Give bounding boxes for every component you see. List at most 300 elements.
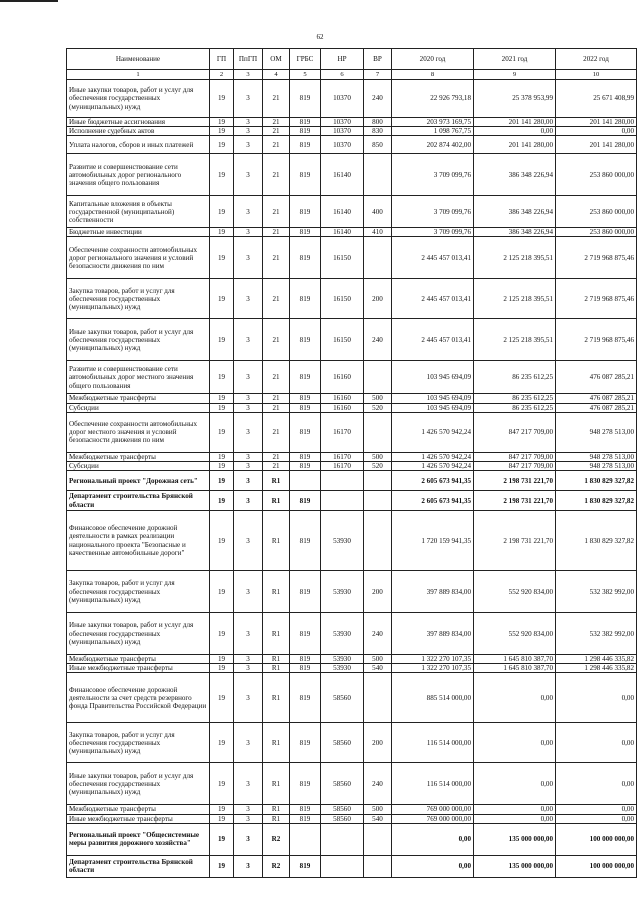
cell-om: 21 (263, 403, 290, 412)
cell-2020: 103 945 694,09 (392, 361, 474, 394)
cell-om: 21 (263, 461, 290, 470)
cell-2022: 1 298 446 335,82 (556, 655, 637, 664)
cell-nr: 10370 (321, 118, 364, 127)
table-row (67, 664, 637, 673)
cell-gp: 19 (210, 237, 234, 279)
cell-om: 21 (263, 118, 290, 127)
cell-gp: 19 (210, 127, 234, 136)
cell-gp: 19 (210, 471, 234, 491)
cell-vr: 500 (364, 394, 392, 403)
cell-ppgp: 3 (234, 511, 263, 571)
table-row (67, 613, 637, 655)
row-name: Закупка товаров, работ и услуг для обеспечения государственных (муниципальных) нужд (67, 571, 210, 613)
cell-gp: 19 (210, 723, 234, 763)
cell-2022: 100 000 000,00 (556, 855, 637, 877)
cell-vr: 520 (364, 461, 392, 470)
cell-grbs: 819 (290, 118, 321, 127)
cell-vr: 200 (364, 723, 392, 763)
cell-2022: 0,00 (556, 814, 637, 823)
cell-gp: 19 (210, 403, 234, 412)
cell-ppgp: 3 (234, 279, 263, 319)
cell-vr: 540 (364, 814, 392, 823)
table-row (67, 452, 637, 461)
cell-grbs: 819 (290, 763, 321, 805)
table-row (67, 403, 637, 412)
cell-gp: 19 (210, 118, 234, 127)
cell-2021: 201 141 280,00 (474, 136, 556, 154)
cell-2021: 552 920 834,00 (474, 613, 556, 655)
cell-vr: 540 (364, 664, 392, 673)
cell-om: 21 (263, 136, 290, 154)
cell-grbs: 819 (290, 279, 321, 319)
cell-2021: 847 217 709,00 (474, 412, 556, 452)
cell-nr (321, 471, 364, 491)
row-name: Межбюджетные трансферты (67, 655, 210, 664)
column-number: 10 (556, 70, 637, 80)
cell-2020: 1 426 570 942,24 (392, 461, 474, 470)
cell-grbs: 819 (290, 723, 321, 763)
row-name: Финансовое обеспечение дорожной деятельности в рамках реализации национального проекта "Безопасные и качественные автомобильные дороги" (67, 511, 210, 571)
cell-ppgp: 3 (234, 127, 263, 136)
cell-nr: 53930 (321, 511, 364, 571)
table-row (67, 763, 637, 805)
cell-ppgp: 3 (234, 571, 263, 613)
column-header: НР (321, 49, 364, 70)
cell-nr: 58560 (321, 763, 364, 805)
cell-2021: 2 125 218 395,51 (474, 279, 556, 319)
cell-ppgp: 3 (234, 673, 263, 723)
cell-2021: 0,00 (474, 763, 556, 805)
cell-2022: 253 860 000,00 (556, 154, 637, 196)
row-name: Субсидии (67, 403, 210, 412)
cell-2020: 3 709 099,76 (392, 228, 474, 237)
cell-vr (364, 511, 392, 571)
row-name: Развитие и совершенствование сети автомобильных дорог местного значения общего пользования (67, 361, 210, 394)
cell-vr: 400 (364, 196, 392, 228)
cell-grbs: 819 (290, 228, 321, 237)
column-header: 2020 год (392, 49, 474, 70)
cell-2021: 386 348 226,94 (474, 228, 556, 237)
cell-2020: 22 926 793,18 (392, 80, 474, 118)
cell-om: 21 (263, 412, 290, 452)
cell-ppgp: 3 (234, 394, 263, 403)
cell-grbs (290, 471, 321, 491)
cell-gp: 19 (210, 763, 234, 805)
column-header: 2021 год (474, 49, 556, 70)
cell-om: R1 (263, 511, 290, 571)
cell-grbs: 819 (290, 655, 321, 664)
row-name: Иные межбюджетные трансферты (67, 814, 210, 823)
cell-2020: 1 098 767,75 (392, 127, 474, 136)
cell-vr: 500 (364, 655, 392, 664)
column-header: ОМ (263, 49, 290, 70)
cell-gp: 19 (210, 664, 234, 673)
row-name: Межбюджетные трансферты (67, 452, 210, 461)
cell-2022: 2 719 968 875,46 (556, 319, 637, 361)
cell-gp: 19 (210, 814, 234, 823)
cell-2021: 2 125 218 395,51 (474, 319, 556, 361)
cell-2021: 2 198 731 221,70 (474, 471, 556, 491)
cell-grbs: 819 (290, 319, 321, 361)
table-row (67, 118, 637, 127)
cell-2021: 0,00 (474, 673, 556, 723)
cell-2020: 202 874 402,00 (392, 136, 474, 154)
column-number: 6 (321, 70, 364, 80)
cell-ppgp: 3 (234, 461, 263, 470)
cell-2020: 3 709 099,76 (392, 154, 474, 196)
column-header: ВР (364, 49, 392, 70)
cell-nr: 16170 (321, 412, 364, 452)
cell-om: R1 (263, 763, 290, 805)
cell-nr: 16140 (321, 228, 364, 237)
cell-2020: 203 973 169,75 (392, 118, 474, 127)
cell-2021: 201 141 280,00 (474, 118, 556, 127)
row-name: Обеспечение сохранности автомобильных дорог местного значения и условий безопасности движения по ним (67, 412, 210, 452)
cell-grbs (290, 823, 321, 855)
cell-grbs: 819 (290, 511, 321, 571)
cell-om: 21 (263, 196, 290, 228)
cell-ppgp: 3 (234, 452, 263, 461)
cell-om: R1 (263, 613, 290, 655)
cell-nr: 16160 (321, 394, 364, 403)
cell-gp: 19 (210, 394, 234, 403)
cell-2021: 0,00 (474, 805, 556, 814)
cell-2021: 86 235 612,25 (474, 361, 556, 394)
column-header: 2022 год (556, 49, 637, 70)
row-name: Капитальные вложения в объекты государственной (муниципальной) собственности (67, 196, 210, 228)
cell-nr: 58560 (321, 805, 364, 814)
table-row (67, 80, 637, 118)
page-number: 62 (316, 33, 324, 41)
cell-vr: 500 (364, 452, 392, 461)
cell-nr: 58560 (321, 673, 364, 723)
cell-2021: 552 920 834,00 (474, 571, 556, 613)
table-row (67, 228, 637, 237)
cell-2021: 86 235 612,25 (474, 403, 556, 412)
cell-2021: 0,00 (474, 814, 556, 823)
cell-ppgp: 3 (234, 664, 263, 673)
cell-2022: 1 298 446 335,82 (556, 664, 637, 673)
cell-2020: 1 720 159 941,35 (392, 511, 474, 571)
cell-2022: 253 860 000,00 (556, 228, 637, 237)
cell-om: R2 (263, 855, 290, 877)
table-row (67, 154, 637, 196)
cell-2021: 386 348 226,94 (474, 196, 556, 228)
cell-om: 21 (263, 452, 290, 461)
cell-2022: 476 087 285,21 (556, 394, 637, 403)
cell-nr: 16140 (321, 196, 364, 228)
cell-nr: 10370 (321, 127, 364, 136)
table-row (67, 471, 637, 491)
cell-grbs: 819 (290, 394, 321, 403)
cell-nr (321, 823, 364, 855)
cell-2021: 386 348 226,94 (474, 154, 556, 196)
cell-ppgp: 3 (234, 237, 263, 279)
cell-grbs: 819 (290, 461, 321, 470)
row-name: Департамент строительства Брянской области (67, 855, 210, 877)
cell-2021: 25 378 953,99 (474, 80, 556, 118)
cell-om: R1 (263, 673, 290, 723)
table-row (67, 394, 637, 403)
cell-2020: 1 426 570 942,24 (392, 412, 474, 452)
cell-om: 21 (263, 80, 290, 118)
cell-gp: 19 (210, 361, 234, 394)
column-header: ГП (210, 49, 234, 70)
cell-2021: 1 645 810 387,70 (474, 655, 556, 664)
cell-2021: 2 198 731 221,70 (474, 511, 556, 571)
cell-2020: 116 514 000,00 (392, 723, 474, 763)
cell-2020: 885 514 000,00 (392, 673, 474, 723)
row-name: Уплата налогов, сборов и иных платежей (67, 136, 210, 154)
cell-2021: 2 198 731 221,70 (474, 491, 556, 511)
column-header: ПпГП (234, 49, 263, 70)
cell-vr: 200 (364, 279, 392, 319)
column-number: 9 (474, 70, 556, 80)
cell-2022: 948 278 513,00 (556, 452, 637, 461)
cell-om: R2 (263, 823, 290, 855)
table-row (67, 196, 637, 228)
cell-gp: 19 (210, 461, 234, 470)
cell-gp: 19 (210, 412, 234, 452)
table-row (67, 127, 637, 136)
cell-grbs: 819 (290, 80, 321, 118)
cell-gp: 19 (210, 319, 234, 361)
cell-om: 21 (263, 319, 290, 361)
cell-grbs: 819 (290, 814, 321, 823)
cell-nr: 16150 (321, 319, 364, 361)
cell-om: R1 (263, 571, 290, 613)
table-row (67, 823, 637, 855)
cell-ppgp: 3 (234, 471, 263, 491)
cell-2020: 103 945 694,09 (392, 403, 474, 412)
cell-gp: 19 (210, 452, 234, 461)
cell-grbs: 819 (290, 805, 321, 814)
cell-2020: 2 605 673 941,35 (392, 471, 474, 491)
cell-2020: 2 445 457 013,41 (392, 279, 474, 319)
cell-2022: 1 830 829 327,82 (556, 471, 637, 491)
column-number-row (67, 70, 637, 80)
cell-vr: 240 (364, 80, 392, 118)
cell-vr: 850 (364, 136, 392, 154)
cell-om: R1 (263, 723, 290, 763)
table-row (67, 136, 637, 154)
cell-grbs: 819 (290, 613, 321, 655)
cell-vr (364, 237, 392, 279)
cell-om: 21 (263, 279, 290, 319)
cell-gp: 19 (210, 571, 234, 613)
cell-vr: 240 (364, 319, 392, 361)
cell-grbs: 819 (290, 673, 321, 723)
cell-2021: 847 217 709,00 (474, 461, 556, 470)
row-name: Межбюджетные трансферты (67, 394, 210, 403)
cell-ppgp: 3 (234, 763, 263, 805)
cell-gp: 19 (210, 613, 234, 655)
cell-vr (364, 823, 392, 855)
table-row (67, 361, 637, 394)
cell-nr: 53930 (321, 613, 364, 655)
cell-vr: 200 (364, 571, 392, 613)
cell-vr (364, 412, 392, 452)
row-name: Иные закупки товаров, работ и услуг для обеспечения государственных (муниципальных) нужд (67, 613, 210, 655)
row-name: Бюджетные инвестиции (67, 228, 210, 237)
cell-vr (364, 855, 392, 877)
cell-2022: 1 830 829 327,82 (556, 491, 637, 511)
table-row (67, 412, 637, 452)
cell-vr (364, 154, 392, 196)
table-row (67, 805, 637, 814)
budget-table (66, 48, 637, 878)
row-name: Региональный проект "Общесистемные меры развития дорожного хозяйства" (67, 823, 210, 855)
cell-2021: 1 645 810 387,70 (474, 664, 556, 673)
row-name: Финансовое обеспечение дорожной деятельности за счет средств резервного фонда Правительства Российской Федерации (67, 673, 210, 723)
cell-ppgp: 3 (234, 319, 263, 361)
cell-nr: 16160 (321, 403, 364, 412)
table-row (67, 237, 637, 279)
cell-nr: 16170 (321, 452, 364, 461)
cell-2021: 135 000 000,00 (474, 823, 556, 855)
cell-grbs: 819 (290, 361, 321, 394)
cell-2020: 0,00 (392, 823, 474, 855)
cell-2021: 135 000 000,00 (474, 855, 556, 877)
cell-2022: 201 141 280,00 (556, 118, 637, 127)
column-header: ГРБС (290, 49, 321, 70)
header-row (67, 49, 637, 70)
cell-om: 21 (263, 394, 290, 403)
table-row (67, 319, 637, 361)
cell-nr: 10370 (321, 136, 364, 154)
cell-grbs: 819 (290, 412, 321, 452)
cell-vr: 240 (364, 613, 392, 655)
cell-2022: 0,00 (556, 723, 637, 763)
row-name: Иные межбюджетные трансферты (67, 664, 210, 673)
cell-om: R1 (263, 655, 290, 664)
cell-om: R1 (263, 471, 290, 491)
cell-ppgp: 3 (234, 805, 263, 814)
cell-2022: 253 860 000,00 (556, 196, 637, 228)
cell-ppgp: 3 (234, 723, 263, 763)
cell-2020: 769 000 000,00 (392, 805, 474, 814)
cell-2022: 1 830 829 327,82 (556, 511, 637, 571)
cell-2022: 532 382 992,00 (556, 613, 637, 655)
table-row (67, 673, 637, 723)
table-row (67, 723, 637, 763)
row-name: Закупка товаров, работ и услуг для обеспечения государственных (муниципальных) нужд (67, 723, 210, 763)
cell-gp: 19 (210, 655, 234, 664)
cell-2020: 397 889 834,00 (392, 613, 474, 655)
cell-2021: 0,00 (474, 127, 556, 136)
cell-grbs: 819 (290, 855, 321, 877)
cell-2022: 0,00 (556, 805, 637, 814)
cell-gp: 19 (210, 511, 234, 571)
cell-2020: 1 426 570 942,24 (392, 452, 474, 461)
cell-2020: 116 514 000,00 (392, 763, 474, 805)
cell-grbs: 819 (290, 403, 321, 412)
cell-om: 21 (263, 237, 290, 279)
cell-ppgp: 3 (234, 228, 263, 237)
cell-grbs: 819 (290, 664, 321, 673)
cell-ppgp: 3 (234, 855, 263, 877)
cell-om: R1 (263, 805, 290, 814)
table-row (67, 655, 637, 664)
cell-2020: 2 445 457 013,41 (392, 237, 474, 279)
column-number: 4 (263, 70, 290, 80)
cell-ppgp: 3 (234, 136, 263, 154)
cell-2022: 948 278 513,00 (556, 412, 637, 452)
cell-ppgp: 3 (234, 80, 263, 118)
cell-ppgp: 3 (234, 613, 263, 655)
table-row (67, 855, 637, 877)
cell-gp: 19 (210, 805, 234, 814)
column-number: 3 (234, 70, 263, 80)
cell-2021: 86 235 612,25 (474, 394, 556, 403)
cell-nr: 53930 (321, 664, 364, 673)
row-name: Развитие и совершенствование сети автомобильных дорог регионального значения общего пользования (67, 154, 210, 196)
cell-nr: 16150 (321, 237, 364, 279)
row-name: Иные закупки товаров, работ и услуг для обеспечения государственных (муниципальных) нужд (67, 80, 210, 118)
cell-vr (364, 471, 392, 491)
cell-nr: 58560 (321, 814, 364, 823)
cell-2022: 532 382 992,00 (556, 571, 637, 613)
cell-gp: 19 (210, 228, 234, 237)
cell-ppgp: 3 (234, 814, 263, 823)
cell-vr: 410 (364, 228, 392, 237)
row-name: Иные закупки товаров, работ и услуг для обеспечения государственных (муниципальных) нужд (67, 763, 210, 805)
cell-vr: 800 (364, 118, 392, 127)
cell-nr: 16140 (321, 154, 364, 196)
table-row (67, 571, 637, 613)
cell-grbs: 819 (290, 154, 321, 196)
cell-om: R1 (263, 491, 290, 511)
cell-nr: 10370 (321, 80, 364, 118)
cell-om: 21 (263, 361, 290, 394)
row-name: Департамент строительства Брянской области (67, 491, 210, 511)
cell-2020: 3 709 099,76 (392, 196, 474, 228)
cell-om: 21 (263, 228, 290, 237)
row-name: Обеспечение сохранности автомобильных дорог регионального значения и условий безопасности движения по ним (67, 237, 210, 279)
row-name: Иные закупки товаров, работ и услуг для обеспечения государственных (муниципальных) нужд (67, 319, 210, 361)
cell-ppgp: 3 (234, 154, 263, 196)
cell-ppgp: 3 (234, 403, 263, 412)
cell-gp: 19 (210, 279, 234, 319)
cell-2020: 103 945 694,09 (392, 394, 474, 403)
cell-2022: 0,00 (556, 763, 637, 805)
cell-ppgp: 3 (234, 196, 263, 228)
column-number: 5 (290, 70, 321, 80)
cell-grbs: 819 (290, 491, 321, 511)
cell-2020: 0,00 (392, 855, 474, 877)
cell-grbs: 819 (290, 127, 321, 136)
cell-2022: 476 087 285,21 (556, 403, 637, 412)
cell-vr: 240 (364, 763, 392, 805)
cell-nr: 53930 (321, 571, 364, 613)
cell-om: 21 (263, 154, 290, 196)
cell-2020: 1 322 270 107,35 (392, 655, 474, 664)
top-rule (0, 0, 58, 2)
table-body (67, 80, 637, 878)
cell-nr: 16160 (321, 361, 364, 394)
row-name: Закупка товаров, работ и услуг для обеспечения государственных (муниципальных) нужд (67, 279, 210, 319)
cell-vr: 500 (364, 805, 392, 814)
cell-2020: 397 889 834,00 (392, 571, 474, 613)
table-row (67, 511, 637, 571)
cell-grbs: 819 (290, 196, 321, 228)
cell-2022: 25 671 408,99 (556, 80, 637, 118)
cell-gp: 19 (210, 491, 234, 511)
cell-ppgp: 3 (234, 412, 263, 452)
cell-vr: 520 (364, 403, 392, 412)
cell-gp: 19 (210, 855, 234, 877)
cell-2021: 0,00 (474, 723, 556, 763)
